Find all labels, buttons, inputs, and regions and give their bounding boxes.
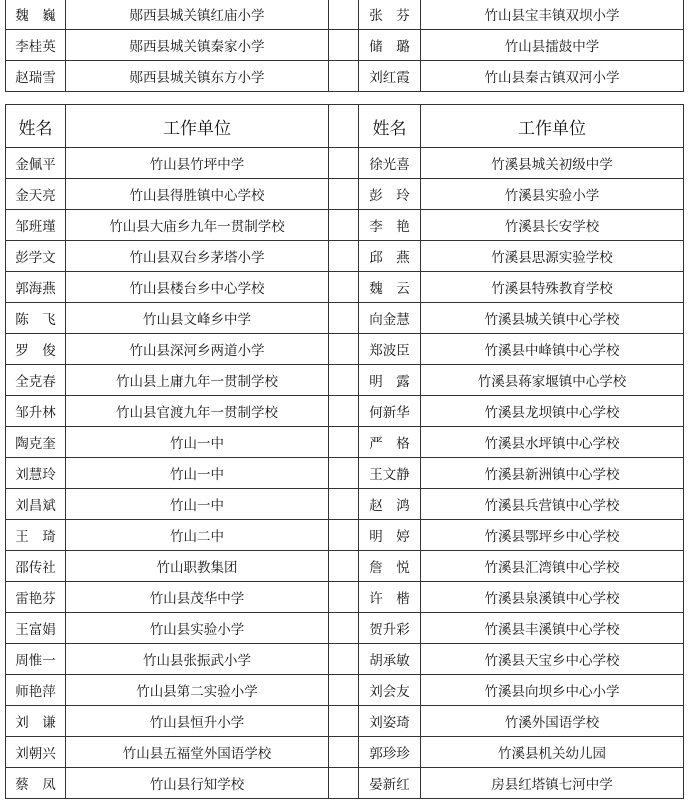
column-gap (329, 179, 359, 210)
table-row (6, 489, 684, 520)
unit-left-cell: 竹山县实验小学 (66, 613, 329, 644)
name-right-cell: 李 艳 (359, 210, 421, 241)
name-left-cell: 金佩平 (6, 148, 66, 179)
name-right-cell: 彭 玲 (359, 179, 421, 210)
unit-right-cell: 竹溪县天宝乡中心学校 (421, 644, 684, 675)
unit-left-cell: 竹山县文峰乡中学 (66, 303, 329, 334)
unit-left-cell: 竹山县行知学校 (66, 768, 329, 799)
name-right-cell: 储 璐 (359, 30, 421, 61)
table-row (6, 272, 684, 303)
main-table (5, 104, 684, 799)
name-left-cell: 彭学文 (6, 241, 66, 272)
table-row (6, 613, 684, 644)
column-gap (329, 61, 359, 92)
table-row (6, 334, 684, 365)
column-gap (329, 706, 359, 737)
table-row (6, 30, 684, 61)
unit-right-cell: 竹溪县特殊教育学校 (421, 272, 684, 303)
name-right-cell: 王文静 (359, 458, 421, 489)
name-right-cell: 刘会友 (359, 675, 421, 706)
column-gap (329, 458, 359, 489)
name-right-cell: 何新华 (359, 396, 421, 427)
unit-right-cell: 房县红塔镇七河中学 (421, 768, 684, 799)
name-left-cell: 雷艳芬 (6, 582, 66, 613)
column-gap (329, 675, 359, 706)
column-gap (329, 334, 359, 365)
unit-left-cell: 郧西县城关镇秦家小学 (66, 30, 329, 61)
name-right-cell: 向金慧 (359, 303, 421, 334)
table-row (6, 675, 684, 706)
unit-left-cell: 竹山一中 (66, 458, 329, 489)
unit-right-cell: 竹溪县向坝乡中心小学 (421, 675, 684, 706)
unit-right-cell: 竹溪县泉溪镇中心学校 (421, 582, 684, 613)
name-left-cell: 郭海燕 (6, 272, 66, 303)
table-row (6, 582, 684, 613)
unit-right-cell: 竹山县擂鼓中学 (421, 30, 684, 61)
name-left-cell: 邹升林 (6, 396, 66, 427)
column-gap (329, 551, 359, 582)
name-right-cell: 刘红霞 (359, 61, 421, 92)
name-left-cell: 金天亮 (6, 179, 66, 210)
unit-right-cell: 竹溪县思源实验学校 (421, 241, 684, 272)
name-left-cell: 王富娟 (6, 613, 66, 644)
table-row (6, 396, 684, 427)
name-right-cell: 胡承敏 (359, 644, 421, 675)
name-right-cell: 张 芬 (359, 0, 421, 30)
column-gap (329, 105, 359, 148)
name-left-cell: 刘昌斌 (6, 489, 66, 520)
name-right-cell: 晏新红 (359, 768, 421, 799)
column-gap (329, 365, 359, 396)
name-left-cell: 陈 飞 (6, 303, 66, 334)
table-row (6, 0, 684, 30)
header-unit-left: 工作单位 (66, 105, 329, 148)
column-gap (329, 0, 359, 30)
unit-right-cell: 竹溪县长安学校 (421, 210, 684, 241)
unit-left-cell: 竹山县大庙乡九年一贯制学校 (66, 210, 329, 241)
unit-left-cell: 竹山县第二实验小学 (66, 675, 329, 706)
name-right-cell: 邱 燕 (359, 241, 421, 272)
unit-left-cell: 竹山县深河乡两道小学 (66, 334, 329, 365)
unit-left-cell: 竹山县竹坪中学 (66, 148, 329, 179)
unit-left-cell: 竹山县官渡九年一贯制学校 (66, 396, 329, 427)
unit-right-cell: 竹溪外国语学校 (421, 706, 684, 737)
table-row (6, 241, 684, 272)
name-left-cell: 魏 巍 (6, 0, 66, 30)
header-row (6, 105, 684, 148)
name-left-cell: 周惟一 (6, 644, 66, 675)
name-left-cell: 李桂英 (6, 30, 66, 61)
column-gap (329, 148, 359, 179)
name-left-cell: 邵传社 (6, 551, 66, 582)
column-gap (329, 613, 359, 644)
name-left-cell: 陶克奎 (6, 427, 66, 458)
column-gap (329, 396, 359, 427)
unit-right-cell: 竹溪县龙坝镇中心学校 (421, 396, 684, 427)
name-left-cell: 刘朝兴 (6, 737, 66, 768)
unit-left-cell: 竹山县楼台乡中心学校 (66, 272, 329, 303)
unit-left-cell: 竹山二中 (66, 520, 329, 551)
column-gap (329, 303, 359, 334)
table-row (6, 61, 684, 92)
name-right-cell: 明 露 (359, 365, 421, 396)
unit-right-cell: 竹山县秦古镇双河小学 (421, 61, 684, 92)
table-row (6, 458, 684, 489)
column-gap (329, 241, 359, 272)
unit-left-cell: 竹山县上庸九年一贯制学校 (66, 365, 329, 396)
table-row (6, 179, 684, 210)
unit-right-cell: 竹溪县鄂坪乡中心学校 (421, 520, 684, 551)
unit-right-cell: 竹溪县中峰镇中心学校 (421, 334, 684, 365)
table-row (6, 520, 684, 551)
column-gap (329, 737, 359, 768)
name-left-cell: 王 琦 (6, 520, 66, 551)
unit-left-cell: 竹山一中 (66, 489, 329, 520)
name-left-cell: 师艳萍 (6, 675, 66, 706)
unit-right-cell: 竹溪县机关幼儿园 (421, 737, 684, 768)
unit-right-cell: 竹溪县城关初级中学 (421, 148, 684, 179)
top-table (5, 0, 684, 92)
name-right-cell: 许 楷 (359, 582, 421, 613)
unit-left-cell: 竹山一中 (66, 427, 329, 458)
name-right-cell: 詹 悦 (359, 551, 421, 582)
name-left-cell: 罗 俊 (6, 334, 66, 365)
column-gap (329, 427, 359, 458)
unit-left-cell: 竹山县茂华中学 (66, 582, 329, 613)
unit-left-cell: 竹山县张振武小学 (66, 644, 329, 675)
name-left-cell: 刘慧玲 (6, 458, 66, 489)
name-left-cell: 赵瑞雪 (6, 61, 66, 92)
table-row (6, 768, 684, 799)
unit-right-cell: 竹溪县兵营镇中心学校 (421, 489, 684, 520)
unit-left-cell: 竹山县五福堂外国语学校 (66, 737, 329, 768)
column-gap (329, 30, 359, 61)
name-left-cell: 全克春 (6, 365, 66, 396)
table-row (6, 551, 684, 582)
unit-right-cell: 竹溪县新洲镇中心学校 (421, 458, 684, 489)
name-left-cell: 邹班瑾 (6, 210, 66, 241)
name-left-cell: 蔡 凤 (6, 768, 66, 799)
name-right-cell: 魏 云 (359, 272, 421, 303)
column-gap (329, 272, 359, 303)
column-gap (329, 489, 359, 520)
unit-right-cell: 竹溪县城关镇中心学校 (421, 303, 684, 334)
unit-left-cell: 郧西县城关镇红庙小学 (66, 0, 329, 30)
name-left-cell: 刘 谦 (6, 706, 66, 737)
unit-right-cell: 竹溪县水坪镇中心学校 (421, 427, 684, 458)
name-right-cell: 严 格 (359, 427, 421, 458)
name-right-cell: 刘姿琦 (359, 706, 421, 737)
table-row (6, 148, 684, 179)
name-right-cell: 郭珍珍 (359, 737, 421, 768)
table-row (6, 210, 684, 241)
name-right-cell: 郑波臣 (359, 334, 421, 365)
unit-left-cell: 竹山县双台乡茅塔小学 (66, 241, 329, 272)
name-right-cell: 徐光喜 (359, 148, 421, 179)
table-row (6, 365, 684, 396)
column-gap (329, 210, 359, 241)
header-unit-right: 工作单位 (421, 105, 684, 148)
table-row (6, 303, 684, 334)
table-row (6, 427, 684, 458)
header-name-left: 姓名 (6, 105, 66, 148)
header-name-right: 姓名 (359, 105, 421, 148)
column-gap (329, 520, 359, 551)
unit-right-cell: 竹山县宝丰镇双坝小学 (421, 0, 684, 30)
unit-right-cell: 竹溪县丰溪镇中心学校 (421, 613, 684, 644)
table-row (6, 737, 684, 768)
unit-right-cell: 竹溪县蒋家堰镇中心学校 (421, 365, 684, 396)
name-right-cell: 赵 鸿 (359, 489, 421, 520)
table-row (6, 706, 684, 737)
unit-right-cell: 竹溪县实验小学 (421, 179, 684, 210)
unit-right-cell: 竹溪县汇湾镇中心学校 (421, 551, 684, 582)
name-right-cell: 明 婷 (359, 520, 421, 551)
column-gap (329, 768, 359, 799)
name-right-cell: 贺升彩 (359, 613, 421, 644)
table-row (6, 644, 684, 675)
column-gap (329, 644, 359, 675)
unit-left-cell: 竹山职教集团 (66, 551, 329, 582)
unit-left-cell: 竹山县得胜镇中心学校 (66, 179, 329, 210)
unit-left-cell: 郧西县城关镇东方小学 (66, 61, 329, 92)
column-gap (329, 582, 359, 613)
unit-left-cell: 竹山县恒升小学 (66, 706, 329, 737)
